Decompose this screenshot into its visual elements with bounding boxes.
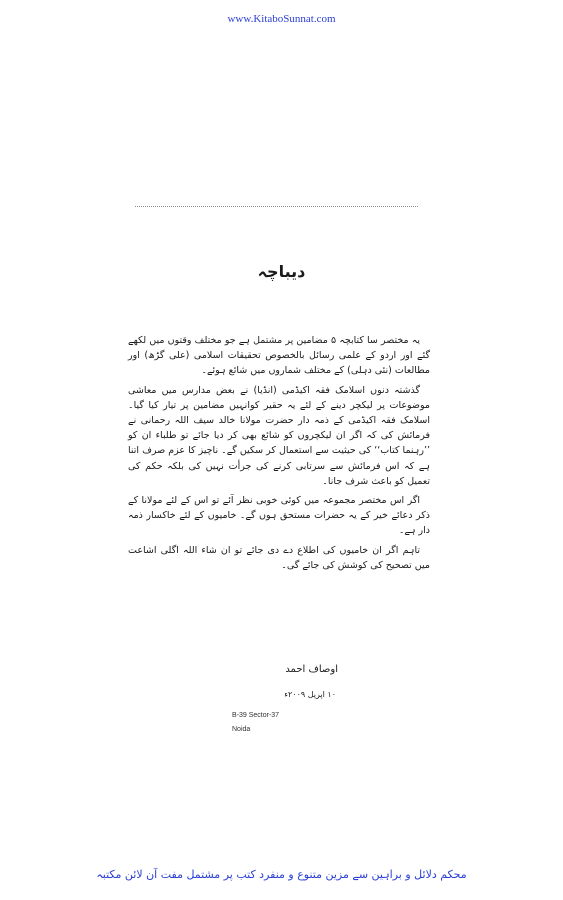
site-link[interactable]: www.KitaboSunnat.com bbox=[227, 13, 336, 25]
address-line-2: Noida bbox=[232, 726, 251, 733]
divider-rule bbox=[135, 206, 418, 207]
address-line-1: B-39 Sector-37 bbox=[232, 712, 280, 719]
date: ۱۰ اپریل ۲۰۰۹ء bbox=[284, 690, 336, 699]
paragraph: تاہم اگر ان خامیوں کی اطلاع دے دی جائے تو ان شاء اللہ اگلی اشاعت میں تصحیح کی کوشش کی جائے گی۔ bbox=[128, 544, 430, 571]
paragraph: اگر اس مختصر مجموعہ میں کوئی خوبی نظر آئے تو اس کے لئے مولانا کے ذکر دعائے خیر کے یہ حضرات مستحق ہوں گے۔ خامیوں کے لئے خاکسار ذمہ دار ہے۔ bbox=[128, 495, 430, 537]
paragraph: یہ مختصر سا کتابچہ ۵ مضامین پر مشتمل ہے جو مختلف وقتوں میں لکھے گئے اور اردو کے علمی رسائل بالخصوص تحقیقات اسلامی (علی گڑھ) اور مطالعات (نئی دہلی) کے مختلف شماروں میں شائع ہوئے۔ bbox=[128, 335, 430, 377]
author-name: اوصاف احمد bbox=[285, 664, 338, 675]
page-title: دیباچہ bbox=[257, 262, 306, 281]
footer-tagline: محکم دلائل و براہین سے مزین متنوع و منفرد کتب پر مشتمل مفت آن لائن مکتبہ bbox=[96, 868, 467, 881]
paragraph: گذشتہ دنوں اسلامک فقہ اکیڈمی (انڈیا) نے بعض مدارس میں معاشی موضوعات پر لیکچر دینے کے لئے یہ حقیر کوانہیں مضامین پر تیار کیا گیا۔ اسلامک فقہ اکیڈمی کے ذمہ دار حضرت مولانا خالد سیف اللہ رحمانی نے فرمائش کی کہ اگر ان لیکچروں کو شائع بھی کر دیا جائے تو طلباء ان کو ’’رہنما کتاب‘‘ کی حیثیت سے استعمال کر سکیں گے۔ ناچیز کا عزم صرف اتنا ہے کہ اس فرمائش سے سرتابی کرنے کی جرأت نہیں کی بلکہ حکم کی تعمیل کو باعث شرف جانا۔ bbox=[128, 384, 430, 487]
preface-body bbox=[128, 333, 430, 573]
